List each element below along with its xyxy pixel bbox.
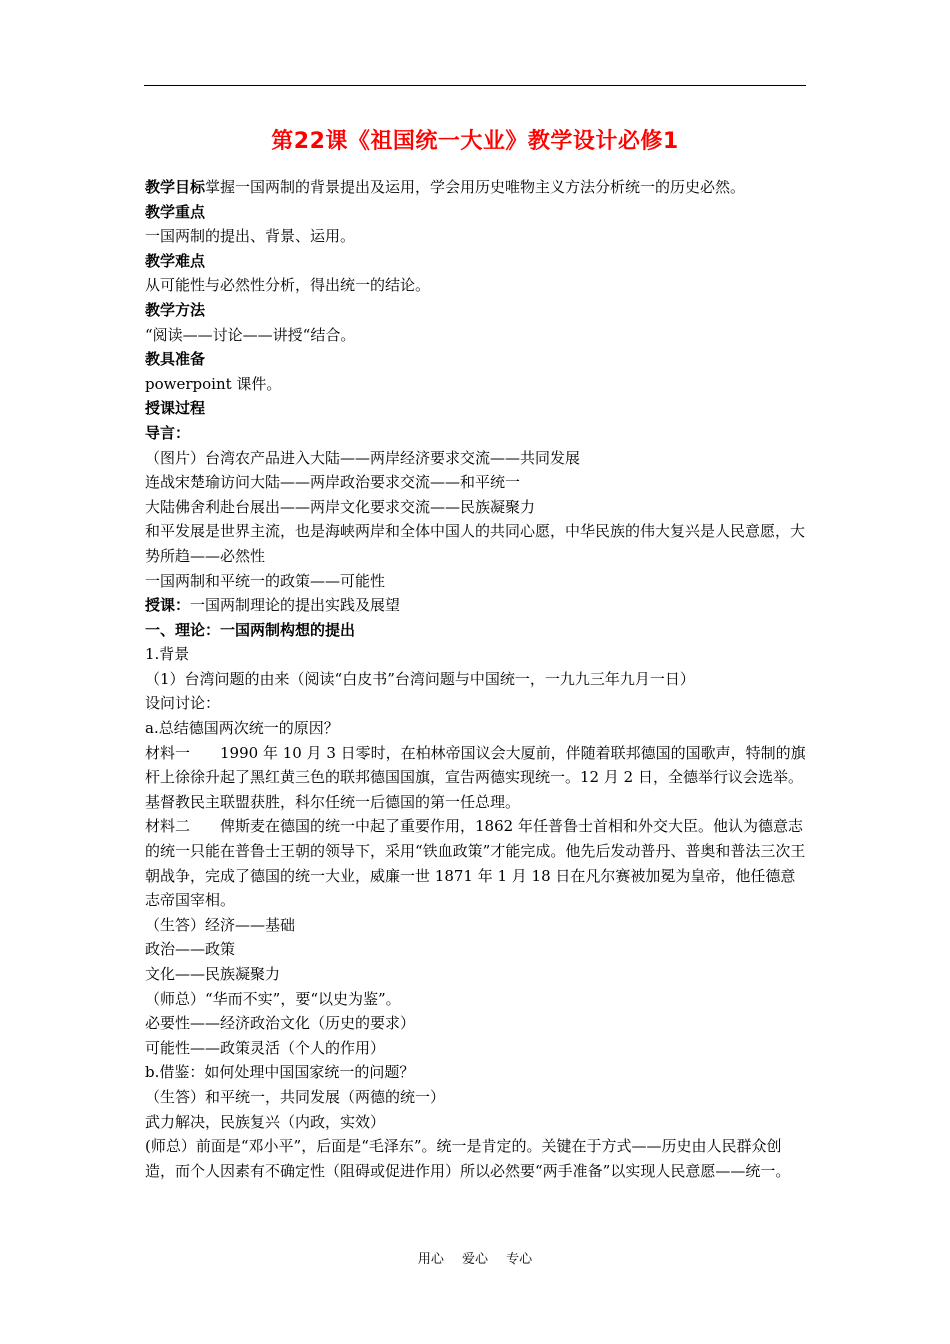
teaching-goal-label: 教学目标 bbox=[145, 178, 206, 196]
teaching-goal bbox=[145, 175, 810, 200]
teaching-tools-text: powerpoint 课件。 bbox=[145, 374, 282, 393]
material-one bbox=[145, 741, 810, 815]
material-one-label: 材料一 bbox=[145, 743, 191, 762]
question-b: b.借鉴：如何处理中国国家统一的问题？ bbox=[145, 1063, 415, 1082]
teaching-tools-label: 教具准备 bbox=[145, 350, 206, 369]
teacher-summary: (师总）前面是“邓小平”，后面是“毛泽东”。统一是肯定的。关键在于方式——历史由人民群众创造，而个人因素有不确定性（阻碍或促进作用）所以必然要“两手准备”以实现人民意愿——统一。 bbox=[145, 1137, 791, 1180]
material-one-text: 1990 年 10 月 3 日零时，在柏林帝国议会大厦前，伴随着联邦德国的国歌声，特制的旗杆上徐徐升起了黑红黄三色的联邦德国国旗，宣告两德实现统一。12 月 2 日，全德举行议会选举。基督教民主联盟获胜，科尔任统一后德国的第一任总理。 bbox=[145, 743, 806, 811]
student-answer: （生答）经济——基础 bbox=[145, 915, 296, 934]
answer-culture: 文化——民族凝聚力 bbox=[145, 965, 281, 983]
lecture-label: 授课： bbox=[145, 596, 191, 615]
taiwan-origin: （1）台湾问题的由来（阅读“白皮书”台湾问题与中国统一，一九九三年九月一日） bbox=[145, 669, 695, 688]
intro-paragraph: 和平发展是世界主流，也是海峡两岸和全体中国人的共同心愿，中华民族的伟大复兴是人民意愿，大势所趋——必然性 bbox=[145, 522, 806, 565]
discussion-prompt: 设问讨论： bbox=[145, 694, 221, 713]
document-body bbox=[145, 175, 810, 1183]
teacher-summary: （师总）“华而不实”，要“以史为鉴”。 bbox=[145, 989, 401, 1008]
intro-line: （图片）台湾农产品进入大陆——两岸经济要求交流——共同发展 bbox=[145, 448, 581, 467]
background-heading: 1.背景 bbox=[145, 645, 190, 664]
teaching-focus-label: 教学重点 bbox=[145, 202, 206, 221]
intro-label: 导言： bbox=[145, 423, 191, 442]
section-heading: 一、理论：一国两制构想的提出 bbox=[145, 620, 356, 639]
header-rule bbox=[144, 85, 806, 86]
answer-politics: 政治——政策 bbox=[145, 940, 236, 959]
force-line: 武力解决，民族复兴（内政，实效） bbox=[145, 1112, 386, 1131]
material-two bbox=[145, 814, 810, 912]
necessity-line: 必要性——经济政治文化（历史的要求） bbox=[145, 1014, 416, 1033]
page-footer: 用心 爱心 专心 bbox=[417, 1252, 533, 1267]
teaching-difficulty-text: 从可能性与必然性分析，得出统一的结论。 bbox=[145, 276, 431, 295]
teaching-focus-text: 一国两制的提出、背景、运用。 bbox=[145, 227, 356, 246]
intro-line: 一国两制和平统一的政策——可能性 bbox=[145, 571, 386, 590]
teaching-goal-text: 掌握一国两制的背景提出及运用，学会用历史唯物主义方法分析统一的历史必然。 bbox=[205, 178, 746, 196]
teaching-method-label: 教学方法 bbox=[145, 300, 206, 319]
intro-line: 连战宋楚瑜访问大陆——两岸政治要求交流——和平统一 bbox=[145, 473, 521, 492]
teaching-process-label: 授课过程 bbox=[145, 399, 206, 418]
material-two-label: 材料二 bbox=[145, 817, 191, 836]
student-answer: （生答）和平统一，共同发展（两德的统一） bbox=[145, 1087, 446, 1106]
material-two-text: 俾斯麦在德国的统一中起了重要作用，1862 年任普鲁士首相和外交大臣。他认为德意志的统一只能在普鲁士王朝的领导下，采用“铁血政策”才能完成。他先后发动普丹、普奥和普法三次王朝战争，完成了德国的统一大业，威廉一世 1871 年 1 月 18 日在凡尔赛被加冕为皇帝，他任德意志帝国宰相。 bbox=[145, 817, 806, 910]
lecture-text: 一国两制理论的提出实践及展望 bbox=[190, 596, 401, 615]
possibility-line: 可能性——政策灵活（个人的作用） bbox=[145, 1038, 386, 1057]
teaching-method-text: “阅读——讨论——讲授“结合。 bbox=[145, 325, 356, 344]
question-a: a.总结德国两次统一的原因？ bbox=[145, 719, 339, 738]
page-title: 第22课《祖国统一大业》教学设计必修1 bbox=[271, 129, 679, 154]
lecture-line bbox=[145, 593, 810, 618]
intro-line: 大陆佛舍利赴台展出——两岸文化要求交流——民族凝聚力 bbox=[145, 497, 536, 516]
teaching-difficulty-label: 教学难点 bbox=[145, 251, 206, 270]
